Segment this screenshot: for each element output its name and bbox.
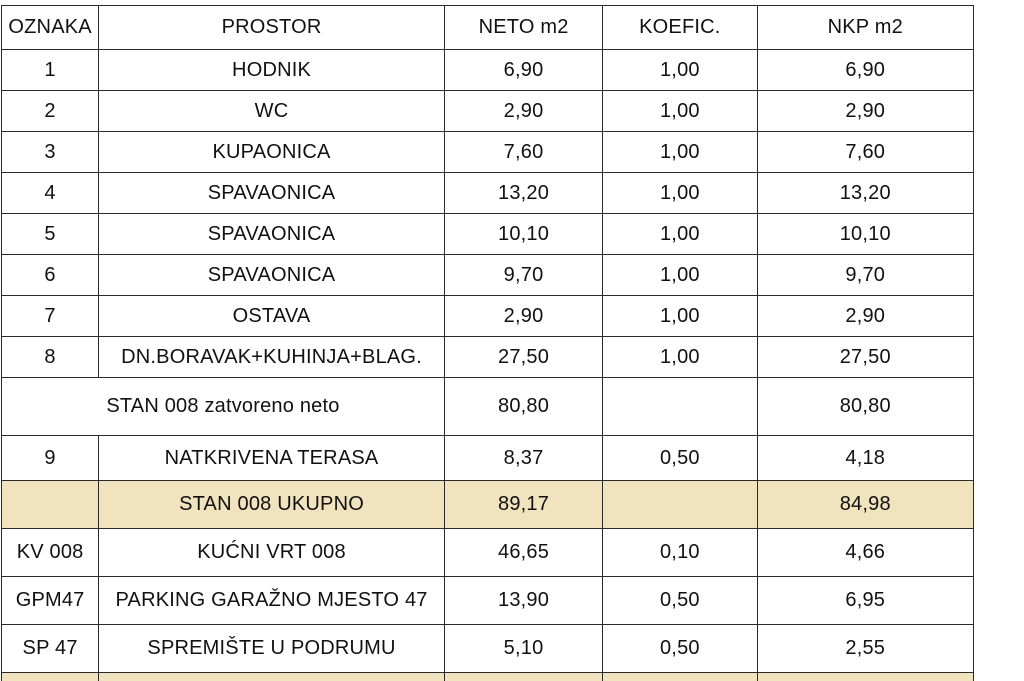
cell-koefic: 1,00 [603, 50, 757, 91]
cell-prostor: DN.BORAVAK+KUHINJA+BLAG. [99, 337, 445, 378]
cell-prostor: SPAVAONICA [99, 255, 445, 296]
table-row [2, 337, 974, 378]
cut-cell [99, 673, 445, 681]
cell-oznaka: 2 [2, 91, 99, 132]
closed-net-row [2, 378, 974, 436]
area-table [1, 5, 974, 681]
table-row [2, 255, 974, 296]
terrace-row [2, 436, 974, 481]
cell-nkp: 10,10 [757, 214, 973, 255]
cell-koefic: 1,00 [603, 255, 757, 296]
cell-prostor: OSTAVA [99, 296, 445, 337]
table-row [2, 91, 974, 132]
cell-oznaka: SP 47 [2, 625, 99, 673]
table-row [2, 214, 974, 255]
cell-oznaka: KV 008 [2, 529, 99, 577]
cell-oznaka: 3 [2, 132, 99, 173]
cell-neto: 2,90 [444, 91, 602, 132]
cut-cell [444, 673, 602, 681]
total-prostor: STAN 008 UKUPNO [99, 481, 445, 529]
cut-cell [2, 673, 99, 681]
cell-neto: 10,10 [444, 214, 602, 255]
cell-prostor: KUĆNI VRT 008 [99, 529, 445, 577]
header-prostor: PROSTOR [99, 6, 445, 50]
cell-prostor: SPAVAONICA [99, 173, 445, 214]
table-row [2, 296, 974, 337]
apartment-total-row [2, 481, 974, 529]
cell-oznaka: 7 [2, 296, 99, 337]
cell-oznaka: 9 [2, 436, 99, 481]
cell-prostor: HODNIK [99, 50, 445, 91]
total-nkp: 84,98 [757, 481, 973, 529]
cell-oznaka: 5 [2, 214, 99, 255]
cut-cell [603, 673, 757, 681]
cell-prostor: NATKRIVENA TERASA [99, 436, 445, 481]
table-row [2, 132, 974, 173]
cell-nkp: 2,55 [757, 625, 973, 673]
closed-net-koefic [603, 378, 757, 436]
cell-neto: 8,37 [444, 436, 602, 481]
header-row [2, 6, 974, 50]
table-row [2, 50, 974, 91]
header-neto: NETO m2 [444, 6, 602, 50]
header-nkp: NKP m2 [757, 6, 973, 50]
cell-koefic: 1,00 [603, 214, 757, 255]
cell-neto: 13,90 [444, 577, 602, 625]
cell-oznaka: 4 [2, 173, 99, 214]
cell-koefic: 1,00 [603, 173, 757, 214]
cell-neto: 5,10 [444, 625, 602, 673]
total-oznaka [2, 481, 99, 529]
cell-neto: 46,65 [444, 529, 602, 577]
closed-net-nkp: 80,80 [757, 378, 973, 436]
cell-prostor: SPREMIŠTE U PODRUMU [99, 625, 445, 673]
cell-koefic: 1,00 [603, 132, 757, 173]
cell-koefic: 0,50 [603, 577, 757, 625]
table-row [2, 173, 974, 214]
header-oznaka: OZNAKA [2, 6, 99, 50]
cell-prostor: WC [99, 91, 445, 132]
header-koefic: KOEFIC. [603, 6, 757, 50]
closed-net-neto: 80,80 [444, 378, 602, 436]
table-row [2, 577, 974, 625]
cell-nkp: 6,90 [757, 50, 973, 91]
cell-prostor: SPAVAONICA [99, 214, 445, 255]
cell-koefic: 1,00 [603, 296, 757, 337]
cell-nkp: 27,50 [757, 337, 973, 378]
total-koefic [603, 481, 757, 529]
cell-koefic: 0,10 [603, 529, 757, 577]
cell-nkp: 6,95 [757, 577, 973, 625]
cell-koefic: 0,50 [603, 625, 757, 673]
cell-neto: 6,90 [444, 50, 602, 91]
cell-koefic: 1,00 [603, 91, 757, 132]
cell-koefic: 0,50 [603, 436, 757, 481]
closed-net-label: STAN 008 zatvoreno neto [2, 378, 445, 436]
cell-oznaka: 8 [2, 337, 99, 378]
cut-cell [757, 673, 973, 681]
cut-off-row [2, 673, 974, 681]
cell-nkp: 7,60 [757, 132, 973, 173]
total-neto: 89,17 [444, 481, 602, 529]
cell-neto: 7,60 [444, 132, 602, 173]
table-row [2, 625, 974, 673]
table-row [2, 529, 974, 577]
cell-neto: 2,90 [444, 296, 602, 337]
cell-nkp: 2,90 [757, 91, 973, 132]
cell-oznaka: GPM47 [2, 577, 99, 625]
cell-nkp: 13,20 [757, 173, 973, 214]
cell-nkp: 4,18 [757, 436, 973, 481]
cell-nkp: 4,66 [757, 529, 973, 577]
cell-prostor: PARKING GARAŽNO MJESTO 47 [99, 577, 445, 625]
cell-nkp: 9,70 [757, 255, 973, 296]
cell-oznaka: 1 [2, 50, 99, 91]
cell-neto: 9,70 [444, 255, 602, 296]
cell-oznaka: 6 [2, 255, 99, 296]
cell-neto: 13,20 [444, 173, 602, 214]
cell-nkp: 2,90 [757, 296, 973, 337]
cell-koefic: 1,00 [603, 337, 757, 378]
cell-prostor: KUPAONICA [99, 132, 445, 173]
cell-neto: 27,50 [444, 337, 602, 378]
